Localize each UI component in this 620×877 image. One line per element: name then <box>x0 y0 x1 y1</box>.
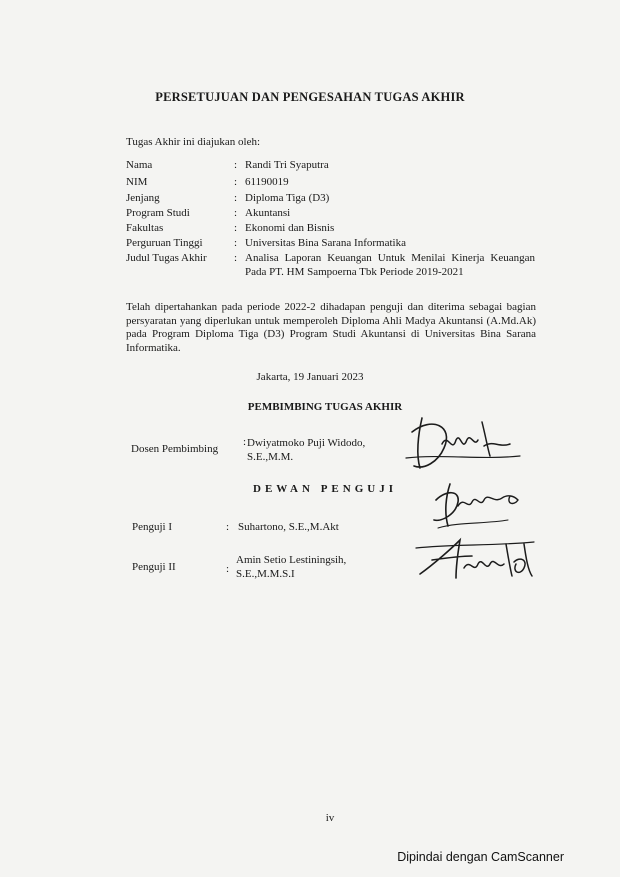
field-value: Akuntansi <box>245 207 291 219</box>
penguji2-name <box>236 553 346 581</box>
pembimbing-role: Dosen Pembimbing <box>131 443 219 455</box>
field-label: NIM <box>126 176 148 188</box>
scanner-watermark: Dipindai dengan CamScanner <box>397 850 564 864</box>
field-label: Program Studi <box>126 207 190 219</box>
field-label: Jenjang <box>126 192 160 204</box>
field-value: Ekonomi dan Bisnis <box>245 222 335 234</box>
field-colon: : <box>234 252 238 264</box>
penguji1-signature <box>428 476 528 536</box>
penguji-heading: DEWAN PENGUJI <box>253 483 397 495</box>
page-number: iv <box>325 812 335 824</box>
field-label: Nama <box>126 159 153 171</box>
pembimbing-name <box>247 436 365 464</box>
field-colon: : <box>234 222 238 234</box>
field-label: Fakultas <box>126 222 164 234</box>
penguji1-role: Penguji I <box>132 521 173 533</box>
field-value: Analisa Laporan Keuangan Untuk Menilai Kinerja Keuangan Pada PT. HM Sampoerna Tbk Periode 2019-2021 <box>245 252 535 278</box>
pembimbing-heading: PEMBIMBING TUGAS AKHIR <box>247 401 403 413</box>
field-colon: : <box>234 237 238 249</box>
penguji2-name-line2: S.E.,M.M.S.I <box>236 568 295 580</box>
pembimbing-name-line2: S.E.,M.M. <box>247 451 294 463</box>
pembimbing-name-line1: Dwiyatmoko Puji Widodo, <box>247 437 366 449</box>
document-title: PERSETUJUAN DAN PENGESAHAN TUGAS AKHIR <box>155 90 465 104</box>
field-value: Randi Tri Syaputra <box>245 159 329 171</box>
field-value: Universitas Bina Sarana Informatika <box>245 237 406 249</box>
field-colon: : <box>234 176 238 188</box>
intro-text: Tugas Akhir ini diajukan oleh: <box>126 136 261 148</box>
pembimbing-colon: : <box>242 436 246 448</box>
field-colon: : <box>234 159 238 171</box>
penguji2-role: Penguji II <box>132 561 176 573</box>
field-value: 61190019 <box>245 176 289 188</box>
field-colon: : <box>234 207 238 219</box>
approval-paragraph: Telah dipertahankan pada periode 2022-2 dihadapan penguji dan diterima sebagai bagian persyaratan yang diperlukan untuk memperoleh Diploma Ahli Madya Akuntansi (A.Md.Ak) pada Program Diploma Tiga (D3) Program Studi Akuntansi di Universitas Bina Sarana Informatika. <box>126 301 536 354</box>
penguji1-colon: : <box>226 521 230 533</box>
penguji2-colon: : <box>226 563 230 575</box>
pembimbing-signature <box>392 410 532 480</box>
penguji2-signature <box>412 534 542 586</box>
place-date: Jakarta, 19 Januari 2023 <box>256 371 364 383</box>
field-label: Judul Tugas Akhir <box>126 252 207 264</box>
field-colon: : <box>234 192 238 204</box>
field-value: Diploma Tiga (D3) <box>245 192 330 204</box>
penguji2-name-line1: Amin Setio Lestiningsih, <box>236 554 347 566</box>
penguji1-name: Suhartono, S.E.,M.Akt <box>238 521 339 533</box>
field-label: Perguruan Tinggi <box>126 237 203 249</box>
